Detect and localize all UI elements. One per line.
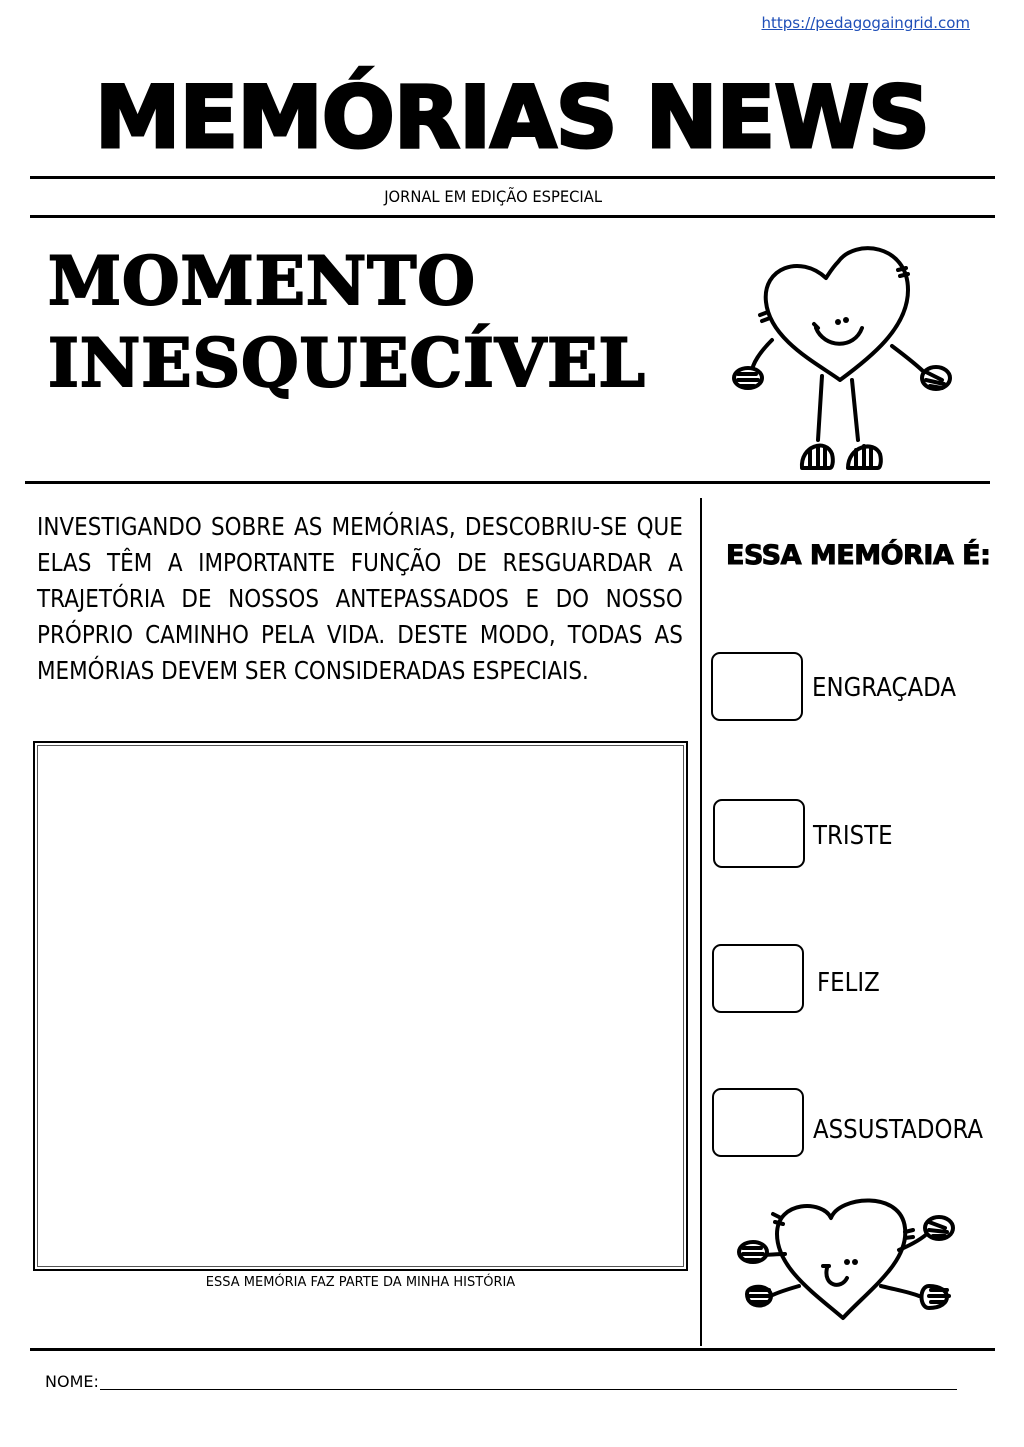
memory-caption: ESSA MEMÓRIA FAZ PARTE DA MINHA HISTÓRIA — [205, 1275, 516, 1290]
option-label-assustadora: ASSUSTADORA — [813, 1115, 984, 1145]
newspaper-subtitle: JORNAL EM EDIÇÃO ESPECIAL — [384, 187, 603, 206]
article-text: INVESTIGANDO SOBRE AS MEMÓRIAS, DESCOBRIU-SE QUE ELAS TÊM A IMPORTANTE FUNÇÃO DE RESGUARDAR A TRAJETÓRIA DE NOSSOS ANTEPASSADOS E DO NOSSO PRÓPRIO CAMINHO PELA VIDA. DESTE MODO, TODAS AS MEMÓRIAS DEVEM SER CONSIDERADAS ESPECIAIS. — [37, 512, 683, 685]
divider-top — [30, 176, 995, 179]
checkbox-triste[interactable] — [713, 799, 805, 868]
divider-footer — [30, 1348, 995, 1351]
checkbox-feliz[interactable] — [712, 944, 804, 1013]
checkbox-assustadora[interactable] — [712, 1088, 804, 1157]
column-divider — [700, 498, 702, 1346]
divider-headline — [25, 481, 990, 484]
site-link[interactable]: https://pedagogaingrid.com — [761, 14, 970, 32]
headline-line-1: MOMENTO — [48, 242, 476, 320]
headline-line-2: INESQUECÍVEL — [48, 324, 646, 402]
option-label-feliz: FELIZ — [817, 968, 880, 998]
newspaper-title: MEMÓRIAS NEWS — [94, 68, 930, 168]
heart-character-standing-icon — [730, 240, 960, 480]
name-label: NOME: — [45, 1372, 99, 1391]
heart-character-sitting-icon — [733, 1190, 963, 1325]
option-label-triste: TRISTE — [813, 821, 893, 851]
divider-subtitle — [30, 215, 995, 218]
sidebar-heading: ESSA MEMÓRIA É: — [726, 540, 991, 571]
name-input-line[interactable] — [100, 1389, 957, 1390]
memory-drawing-area[interactable] — [33, 741, 688, 1271]
option-label-engracada: ENGRAÇADA — [812, 673, 957, 703]
headline — [48, 240, 646, 404]
checkbox-engracada[interactable] — [711, 652, 803, 721]
